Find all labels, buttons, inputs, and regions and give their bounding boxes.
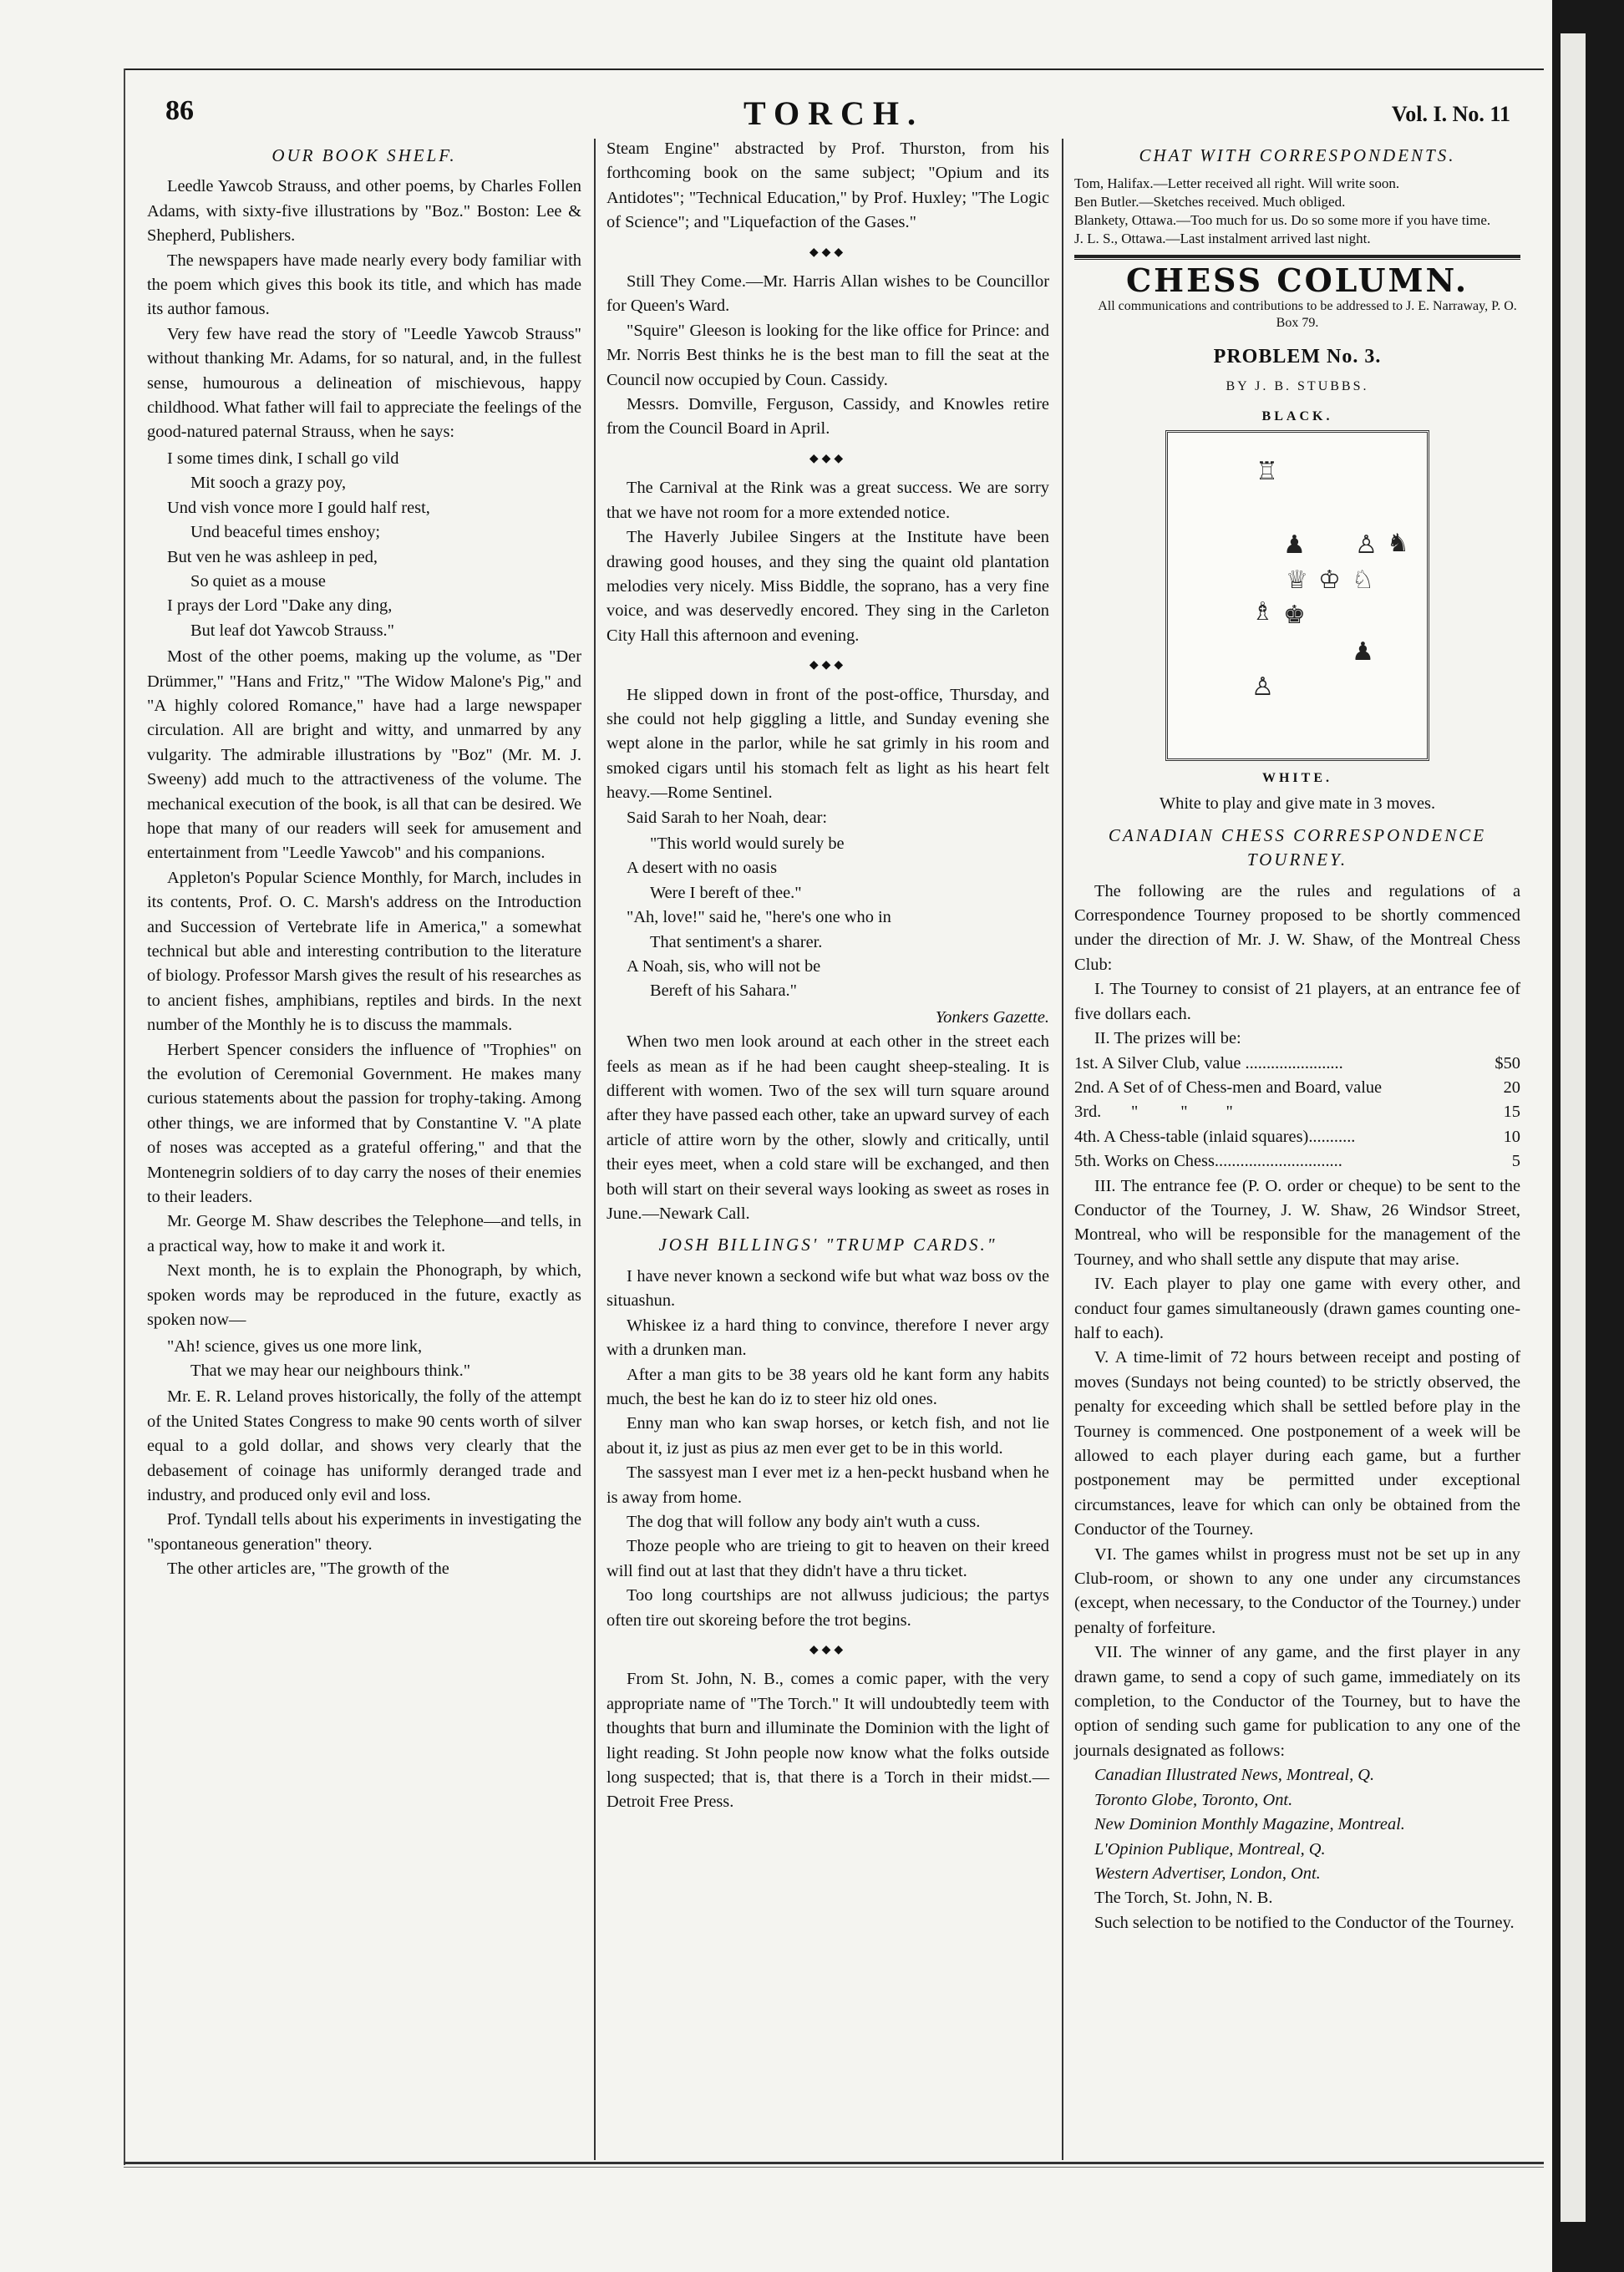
verse-line: That sentiment's a sharer. bbox=[650, 932, 823, 951]
verse-line: But leaf dot Yawcob Strauss." bbox=[190, 621, 394, 640]
correspondent-note: Ben Butler.—Sketches received. Much obliged. bbox=[1074, 194, 1346, 210]
column-2 bbox=[606, 137, 1049, 1815]
paragraph: From St. John, N. B., comes a comic paper, with the very appropriate name of "The Torch." It will undoubtedly teem with thoughts that burn and illuminate the Dominion with the light of light reading. St John people now know what the folks outside long suspected; that is, that there is a Torch in their midst.—Detroit Free Press. bbox=[606, 1670, 1049, 1812]
bottom-rule-thin bbox=[124, 2167, 1544, 2168]
book-shelf-heading: OUR BOOK SHELF. bbox=[272, 145, 457, 165]
bottom-rule bbox=[124, 2162, 1544, 2164]
white-pawn-icon: ♙ bbox=[1251, 672, 1274, 702]
prize-row: 4th. A Chess-table (inlaid squares)........... 10 bbox=[1074, 1127, 1520, 1146]
paragraph: Enny man who kan swap horses, or ketch fish, and not lie about it, iz just as pius az men ever get to be in this world. bbox=[606, 1414, 1049, 1458]
verse-line: But ven he was ashleep in ped, bbox=[167, 547, 378, 566]
volume-number: Vol. I. No. 11 bbox=[1391, 102, 1510, 126]
paragraph: Too long courtships are not allwuss judicious; the partys often tire out skoreing before the trot begins. bbox=[606, 1586, 1049, 1630]
prize-row: 2nd. A Set of of Chess-men and Board, value 20 bbox=[1074, 1078, 1520, 1097]
scan-edge bbox=[1552, 0, 1624, 2272]
poem-verse bbox=[627, 832, 1049, 1004]
quote-verse bbox=[167, 1335, 581, 1384]
newspaper-page bbox=[124, 68, 1544, 2173]
josh-billings-heading: JOSH BILLINGS' "TRUMP CARDS." bbox=[658, 1235, 997, 1255]
white-rook-icon: ♖ bbox=[1256, 457, 1278, 487]
paragraph: Still They Come.—Mr. Harris Allan wishes to be Councillor for Queen's Ward. bbox=[606, 272, 1049, 316]
white-pawn-icon: ♙ bbox=[1355, 530, 1378, 560]
rule: V. A time-limit of 72 hours between receipt and posting of moves (Sundays not being counted) to be strictly observed, the penalty for exceeding which shall be settled before play in the Tourney is commenced. One postponement of a week will be allowed to each player during each game, but a further postponement may be permitted under exceptional circumstances, leave for which can only be obtained from the Conductor of the Tourney. bbox=[1074, 1348, 1520, 1539]
verse-line: Were I bereft of thee." bbox=[650, 883, 802, 902]
prize-row: 1st. A Silver Club, value ....................... $50 bbox=[1074, 1053, 1520, 1073]
paragraph: The sassyest man I ever met iz a hen-peckt husband when he is away from home. bbox=[606, 1463, 1049, 1507]
problem-heading: PROBLEM No. 3. bbox=[1213, 345, 1382, 368]
rule: II. The prizes will be: bbox=[1094, 1029, 1241, 1048]
verse-line: Und vish vonce more I gould half rest, bbox=[167, 498, 430, 517]
journal-item: The Torch, St. John, N. B. bbox=[1094, 1889, 1273, 1908]
paragraph: Most of the other poems, making up the volume, as "Der Drümmer," "Hans and Fritz," "The Widow Malone's Pig," and "A highly colored Romance," have had a large newspaper circulation. All are bright and witty, and unmarred by any vulgarity. The admirable illustrations by "Boz" (Mr. M. J. Sweeny) add much to the attractiveness of the volume. The mechanical execution of the book, is all that can be desired. We hope that many of our readers will seek for amusement and entertainment from "Leedle Yawcob" and his companions. bbox=[147, 647, 581, 863]
correspondents-heading: CHAT WITH CORRESPONDENTS. bbox=[1139, 145, 1456, 165]
journal-item: New Dominion Monthly Magazine, Montreal. bbox=[1094, 1815, 1405, 1834]
paragraph: Very few have read the story of "Leedle Yawcob Strauss" without thanking Mr. Adams, for so natural, and, in the fullest sense, humourous a delineation of mischievous, happy childhood. What father will fail to appreciate the feelings of the good-natured paternal Strauss, when he says: bbox=[147, 324, 581, 442]
chess-address-note: All communications and contributions to be addressed to J. E. Narraway, P. O. Box 79. bbox=[1098, 298, 1517, 330]
white-label: WHITE. bbox=[1261, 771, 1332, 786]
verse-line: Mit sooch a grazy poy, bbox=[190, 474, 347, 493]
verse-intro: Said Sarah to her Noah, dear: bbox=[627, 808, 828, 827]
tourney-heading: CANADIAN CHESS CORRESPONDENCE TOURNEY. bbox=[1108, 824, 1487, 870]
rule: VI. The games whilst in progress must not be set up in any Club-room, or shown to any one under any circumstances (except, when necessary, to the Conductor of the Tourney.) under penalty of forfeiture. bbox=[1074, 1544, 1520, 1637]
chess-board-diagram bbox=[1165, 430, 1429, 761]
verse-line: A desert with no oasis bbox=[627, 859, 778, 878]
rule: III. The entrance fee (P. O. order or cheque) to be sent to the Conductor of the Tourney, J. W. Shaw, 26 Windsor Street, Montreal, who will be responsible for the management of the Tourney, and who shall settle any dispute that may arise. bbox=[1074, 1176, 1520, 1269]
paragraph: Whiskee iz a hard thing to convince, therefore I never argy with a drunken man. bbox=[606, 1316, 1049, 1360]
paragraph: Appleton's Popular Science Monthly, for March, includes in its contents, Prof. O. C. Marsh's address on the Introduction and Succession of Vertebrate life in America," a somewhat technical but able and interesting contribution to the literature of biology. Professor Marsh gives the result of his researches as to ancient fishes, amphibians, reptiles and birds. In the next number of the Monthly he is to discuss the mammals. bbox=[147, 868, 581, 1035]
paper-title: TORCH. bbox=[743, 94, 924, 132]
paragraph: Prof. Tyndall tells about his experiments in investigating the "spontaneous generation" theory. bbox=[147, 1510, 581, 1554]
column-1 bbox=[147, 137, 581, 1582]
rule: VII. The winner of any game, and the first player in any drawn game, to send a copy of such game, immediately on its completion, to the Conductor of the Tourney, but to have the option of sending such game for publication to any one of the journals designated as follows: bbox=[1074, 1643, 1520, 1760]
black-label: BLACK. bbox=[1261, 408, 1333, 423]
paragraph: Mr. George M. Shaw describes the Telephone—and tells, in a practical way, how to make it and work it. bbox=[147, 1212, 581, 1255]
top-rule bbox=[124, 68, 1544, 70]
correspondent-note: Blankety, Ottawa.—Too much for us. Do so some more if you have time. bbox=[1074, 212, 1491, 229]
black-pawn-icon: ♟ bbox=[1352, 637, 1374, 667]
paragraph: After a man gits to be 38 years old he kant form any habits much, the best he kan do iz to steer hiz old ones. bbox=[606, 1365, 1049, 1408]
journal-item: Western Advertiser, London, Ont. bbox=[1094, 1864, 1321, 1883]
paragraph: Next month, he is to explain the Phonograph, by which, spoken words may be reproduced in the future, exactly as spoken now— bbox=[147, 1261, 581, 1330]
verse-line: I some times dink, I schall go vild bbox=[167, 449, 399, 468]
paragraph: When two men look around at each other in the street each feels as mean as if he had been caught sheep-stealing. It is different with women. Two of the sex will turn square around after they have passed each other, take an upward survey of each article of attire worn by the other, slowly and critically, until their eyes meet, when a cold stare will be exchanged, and then both will start on their several ways looking as sweet as roses in June.—Newark Call. bbox=[606, 1032, 1049, 1224]
paragraph: The following are the rules and regulations of a Correspondence Tourney proposed to be shortly commenced under the direction of Mr. J. W. Shaw, of the Montreal Chess Club: bbox=[1074, 881, 1520, 974]
prize-row: 5th. Works on Chess.............................. 5 bbox=[1074, 1152, 1520, 1171]
column-rule-1 bbox=[594, 139, 596, 2160]
verse-line: Und beaceful times enshoy; bbox=[190, 523, 381, 542]
book-citation: Leedle Yawcob Strauss, and other poems, by Charles Follen Adams, with sixty-five illustrations by "Boz." Boston: Lee & Shepherd, Publishers. bbox=[147, 177, 581, 246]
section-rule bbox=[1074, 255, 1520, 258]
paragraph: Herbert Spencer considers the influence of "Trophies" on the evolution of Ceremonial Government. He makes many curious statements about the passion for trophy-taking. Among other things, we are informed that by Constantine V. "A plate of noses was accepted as a grateful offering," and that the Montenegrin soldiers of to day carry the noses of their enemies to their leaders. bbox=[147, 1040, 581, 1207]
verse-line: "Ah! science, gives us one more link, bbox=[167, 1336, 423, 1356]
paragraph: The other articles are, "The growth of the bbox=[167, 1559, 449, 1579]
rule: I. The Tourney to consist of 21 players, at an entrance fee of five dollars each. bbox=[1074, 980, 1520, 1023]
journal-list bbox=[1074, 1763, 1520, 1910]
white-king-icon: ♔ bbox=[1318, 565, 1341, 596]
paragraph: "Squire" Gleeson is looking for the like office for Prince: and Mr. Norris Best thinks he is the best man to fill the seat at the Council now occupied by Coun. Cassidy. bbox=[606, 321, 1049, 389]
paragraph: The newspapers have made nearly every body familiar with the poem which gives this book its title, and which has made its author famous. bbox=[147, 251, 581, 319]
verse-source: Yonkers Gazette. bbox=[935, 1007, 1049, 1027]
verse-line: That we may hear our neighbours think." bbox=[190, 1361, 471, 1380]
white-knight-icon: ♘ bbox=[1352, 565, 1374, 596]
ornament-divider: ◆◆◆ bbox=[809, 659, 847, 672]
paragraph: Mr. E. R. Leland proves historically, the folly of the attempt of the United States Congress to make 90 cents worth of silver equal to a gold dollar, and shows very clearly that the debasement of coinage has uniformly deranged trade and industry, and produced only evil and loss. bbox=[147, 1387, 581, 1504]
verse-line: Bereft of his Sahara." bbox=[650, 981, 797, 1001]
verse-line: "Ah, love!" said he, "here's one who in bbox=[627, 908, 891, 927]
paragraph: The Carnival at the Rink was a great success. We are sorry that we have not room for a more extended notice. bbox=[606, 479, 1049, 522]
chess-column-title: CHESS COLUMN. bbox=[1125, 261, 1469, 300]
page-number: 86 bbox=[165, 95, 194, 126]
black-knight-icon: ♞ bbox=[1387, 529, 1409, 559]
column-3 bbox=[1074, 137, 1520, 1935]
problem-byline: BY J. B. STUBBS. bbox=[1226, 379, 1369, 394]
left-rule bbox=[124, 68, 125, 2165]
prize-list bbox=[1074, 1052, 1520, 1174]
journal-item: Canadian Illustrated News, Montreal, Q. bbox=[1094, 1766, 1375, 1785]
paragraph: Thoze people who are trieing to git to heaven on their kreed will find out at last that they didn't have a thru ticket. bbox=[606, 1537, 1049, 1580]
white-queen-icon: ♕ bbox=[1286, 565, 1308, 596]
column-rule-2 bbox=[1062, 139, 1063, 2160]
journal-item: L'Opinion Publique, Montreal, Q. bbox=[1094, 1839, 1326, 1859]
paragraph: Such selection to be notified to the Conductor of the Tourney. bbox=[1094, 1913, 1515, 1932]
ornament-divider: ◆◆◆ bbox=[809, 1643, 847, 1656]
verse-line: So quiet as a mouse bbox=[190, 571, 326, 591]
paragraph: Messrs. Domville, Ferguson, Cassidy, and Knowles retire from the Council Board in April. bbox=[606, 395, 1049, 439]
section-rule-thin bbox=[1074, 259, 1520, 260]
verse-line: A Noah, sis, who will not be bbox=[627, 957, 821, 976]
paragraph: He slipped down in front of the post-office, Thursday, and she could not help giggling a little, and Sunday evening she wept alone in the parlor, while he sat grimly in his room and smoked cigars until his stomach felt as light as his heart felt heavy.—Rome Sentinel. bbox=[606, 685, 1049, 803]
ornament-divider: ◆◆◆ bbox=[809, 246, 847, 259]
black-pawn-icon: ♟ bbox=[1283, 530, 1306, 560]
problem-task: White to play and give mate in 3 moves. bbox=[1159, 794, 1436, 814]
paragraph: The Haverly Jubilee Singers at the Institute have been drawing good houses, and they sing the quaint old plantation melodies very nicely. Miss Biddle, the soprano, has a very fine voice, and was deservedly encored. They sing in the Carleton City Hall this afternoon and evening. bbox=[606, 528, 1049, 645]
poem-verse bbox=[167, 447, 581, 643]
journal-item: Toronto Globe, Toronto, Ont. bbox=[1094, 1790, 1293, 1809]
masthead bbox=[124, 87, 1544, 137]
paragraph: I have never known a seckond wife but what waz boss ov the situashun. bbox=[606, 1266, 1049, 1311]
correspondent-notes bbox=[1074, 175, 1520, 248]
verse-line: I prays der Lord "Dake any ding, bbox=[167, 596, 393, 616]
prize-row: 3rd. " " " 15 bbox=[1074, 1103, 1520, 1122]
correspondent-note: J. L. S., Ottawa.—Last instalment arrived last night. bbox=[1074, 231, 1371, 247]
white-bishop-icon: ♗ bbox=[1251, 597, 1274, 627]
rule: IV. Each player to play one game with every other, and conduct four games simultaneously (drawn games counting one-half to each). bbox=[1074, 1275, 1520, 1342]
correspondent-note: Tom, Halifax.—Letter received all right. Will write soon. bbox=[1074, 175, 1400, 192]
verse-line: "This world would surely be bbox=[650, 834, 845, 853]
paragraph: The dog that will follow any body ain't wuth a cuss. bbox=[627, 1512, 981, 1531]
paragraph: Steam Engine" abstracted by Prof. Thurston, from his forthcoming book on the same subject; "Opium and its Antidotes"; "Technical Education," by Prof. Huxley; "The Logic of Science"; and "Liquefaction of the Gases." bbox=[606, 139, 1049, 232]
ornament-divider: ◆◆◆ bbox=[809, 452, 847, 465]
black-king-icon: ♚ bbox=[1283, 601, 1306, 631]
adjacent-page-strip bbox=[1561, 33, 1586, 2222]
